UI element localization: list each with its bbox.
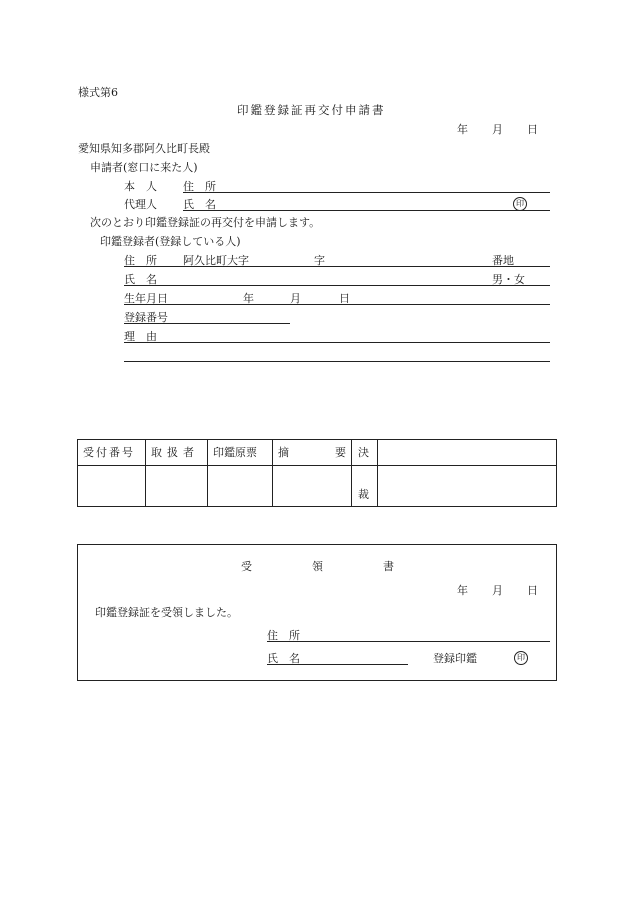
applicant-name-line[interactable] bbox=[183, 210, 550, 211]
registrant-birth-label: 生年月日 bbox=[124, 292, 168, 305]
applicant-name-label: 氏 名 bbox=[183, 198, 216, 211]
date-month: 月 bbox=[492, 123, 503, 136]
receipt-seal-mark-icon bbox=[514, 651, 528, 665]
receipt-month: 月 bbox=[492, 584, 503, 597]
col-summary-a: 摘 bbox=[278, 446, 289, 459]
registrant-birth-line[interactable] bbox=[124, 304, 550, 305]
seal-mark-icon bbox=[513, 197, 527, 211]
col-reception-no: 受付番号 bbox=[83, 446, 135, 459]
registrant-regno-line[interactable] bbox=[124, 323, 290, 324]
office-table-row-divider-right bbox=[377, 465, 557, 466]
receipt-title-2: 領 bbox=[312, 560, 323, 573]
application-statement: 次のとおり印鑑登録証の再交付を申請します。 bbox=[90, 216, 321, 229]
receipt-address-label: 住 所 bbox=[267, 629, 300, 642]
registrant-birth-month: 月 bbox=[290, 292, 301, 305]
receipt-name-label: 氏 名 bbox=[267, 652, 300, 665]
col-handler: 取扱者 bbox=[151, 446, 199, 459]
receipt-statement: 印鑑登録証を受領しました。 bbox=[95, 606, 238, 619]
registrant-birth-day: 日 bbox=[339, 292, 350, 305]
applicant-address-line[interactable] bbox=[183, 192, 550, 193]
form-number: 様式第6 bbox=[78, 86, 118, 99]
registrant-name-label: 氏 名 bbox=[124, 273, 157, 286]
registrant-aza: 字 bbox=[314, 254, 325, 267]
form-title: 印鑑登録証再交付申請書 bbox=[237, 103, 386, 117]
registrant-address-label: 住 所 bbox=[124, 254, 157, 267]
receipt-address-line[interactable] bbox=[267, 641, 550, 642]
applicant-self-label: 本 人 bbox=[124, 180, 157, 193]
registrant-address-line[interactable] bbox=[124, 266, 550, 267]
receipt-title-1: 受 bbox=[241, 560, 252, 573]
col-summary-b: 要 bbox=[335, 446, 346, 459]
col-decision-b: 裁 bbox=[358, 488, 369, 501]
applicant-address-label: 住 所 bbox=[183, 180, 216, 193]
applicant-agent-label: 代理人 bbox=[124, 198, 157, 211]
registrant-town: 阿久比町大字 bbox=[183, 254, 249, 267]
date-day: 日 bbox=[527, 123, 538, 136]
receipt-year: 年 bbox=[457, 584, 468, 597]
applicant-heading: 申請者(窓口に来た人) bbox=[90, 161, 198, 174]
col-decision-a: 決 bbox=[358, 446, 369, 459]
office-table-row-divider bbox=[77, 465, 377, 466]
registrant-heading: 印鑑登録者(登録している人) bbox=[100, 235, 241, 248]
date-year: 年 bbox=[457, 123, 468, 136]
registrant-birth-year: 年 bbox=[243, 292, 254, 305]
addressee: 愛知県知多郡阿久比町長殿 bbox=[78, 142, 210, 155]
receipt-day: 日 bbox=[527, 584, 538, 597]
registrant-reason-label: 理 由 bbox=[124, 330, 157, 343]
receipt-seal-label: 登録印鑑 bbox=[433, 652, 477, 665]
registrant-banchi: 番地 bbox=[492, 254, 514, 267]
registrant-name-line[interactable] bbox=[124, 285, 550, 286]
registrant-gender[interactable]: 男・女 bbox=[492, 273, 525, 286]
registrant-regno-label: 登録番号 bbox=[124, 311, 168, 324]
registrant-reason-line-1[interactable] bbox=[124, 342, 550, 343]
receipt-name-line[interactable] bbox=[267, 664, 408, 665]
office-use-table bbox=[77, 439, 557, 507]
receipt-title-3: 書 bbox=[383, 560, 394, 573]
col-seal-record: 印鑑原票 bbox=[213, 446, 257, 459]
registrant-reason-line-2[interactable] bbox=[124, 361, 550, 362]
